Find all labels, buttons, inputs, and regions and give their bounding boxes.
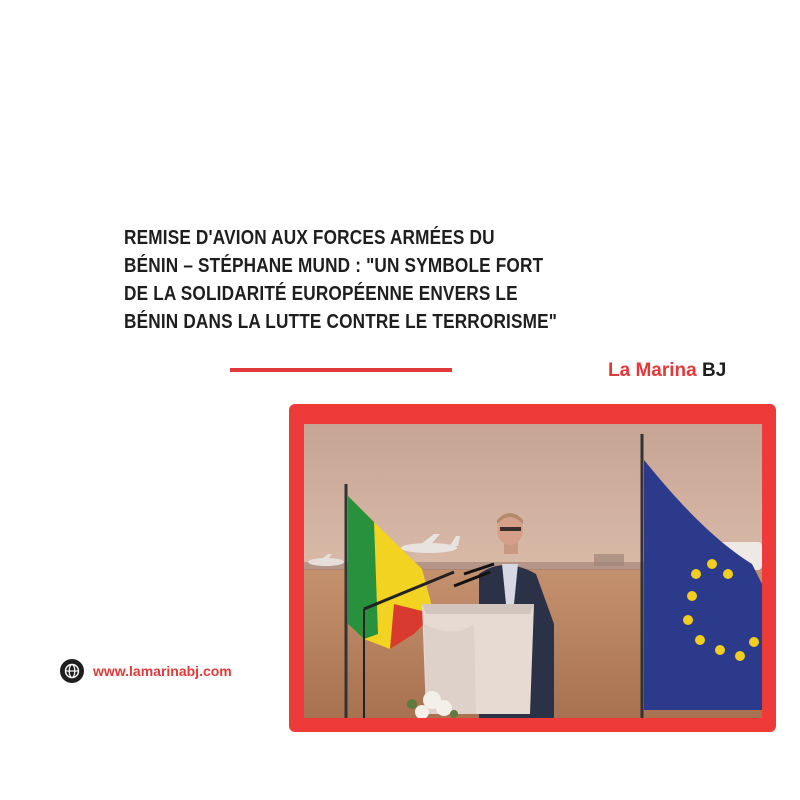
brand-name: La Marina: [608, 360, 697, 381]
brand-logo: [608, 360, 726, 382]
brand-suffix: BJ: [701, 360, 727, 381]
headline-line-1: REMISE D'AVION AUX FORCES ARMÉES DU: [124, 227, 495, 249]
website-link[interactable]: [60, 659, 232, 683]
news-photo: [304, 424, 762, 718]
headline: [124, 224, 558, 336]
headline-line-2: BÉNIN – STÉPHANE MUND : "UN SYMBOLE FORT: [124, 255, 544, 277]
headline-line-3: DE LA SOLIDARITÉ EUROPÉENNE ENVERS LE: [124, 283, 518, 305]
photo-illustration: [304, 424, 762, 718]
website-url[interactable]: www.lamarinabj.com: [93, 663, 232, 679]
globe-icon: [60, 659, 84, 683]
divider: [230, 368, 452, 372]
headline-line-4: BÉNIN DANS LA LUTTE CONTRE LE TERRORISME": [124, 311, 558, 333]
